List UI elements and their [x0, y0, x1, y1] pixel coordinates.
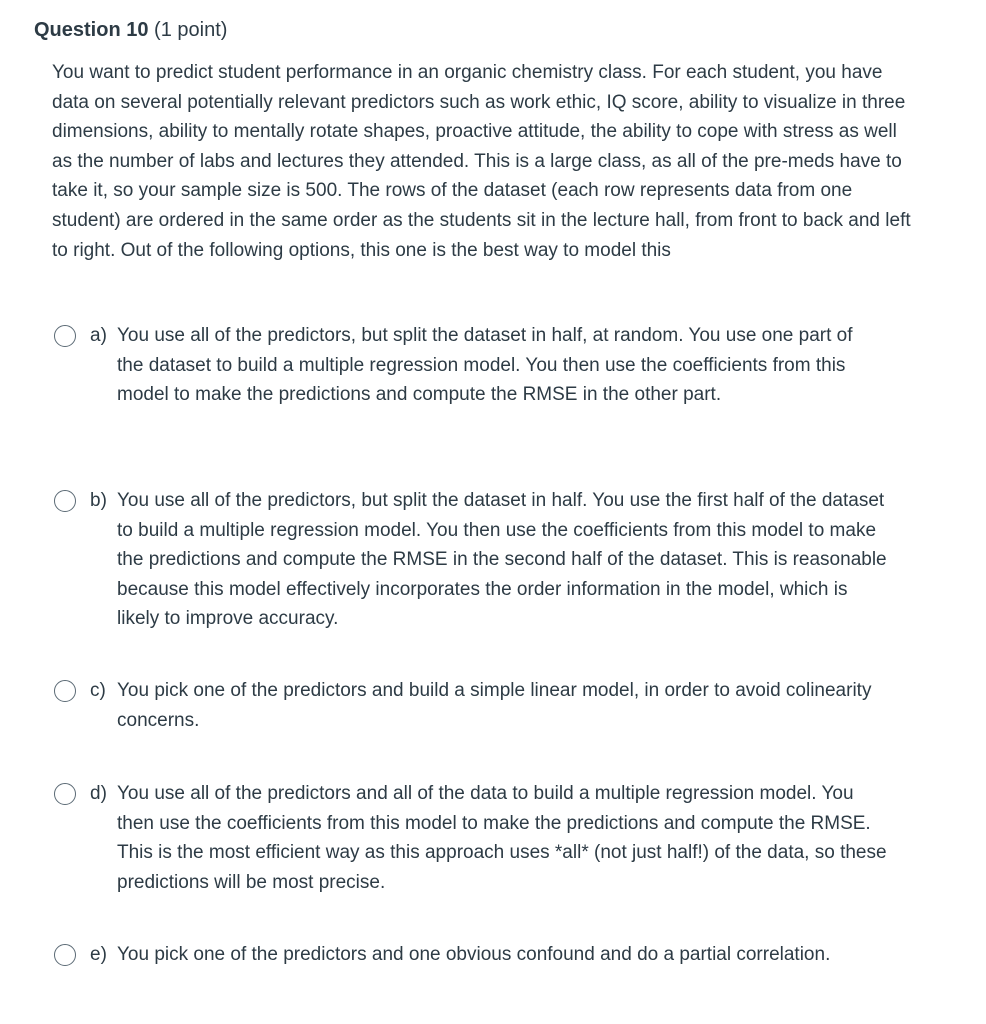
radio-button-e[interactable] — [54, 944, 76, 966]
answer-text-e: You pick one of the predictors and one obvious confound and do a partial correlation. — [117, 944, 831, 965]
question-text: You want to predict student performance in an organic chemistry class. For each student, you have data on several potentially relevant predictors such as work ethic, IQ score, ability to visualize in three dimensions, ability to mentally rotate shapes, proactive attitude, the ability to cope with stress as well as the number of labs and lectures they attended. This is a large class, as all of the pre-meds have to take it, so your sample size is 500. The rows of the dataset (each row represents data from one student) are ordered in the same order as the students sit in the lecture hall, from front to back and left to right. Out of the following options, this one is the best way to model this — [52, 62, 911, 261]
question-title: Question 10 — [34, 19, 149, 41]
radio-button-c[interactable] — [54, 680, 76, 702]
answer-text-a: You use all of the predictors, but split the dataset in half, at random. You use one part of the dataset to build a multiple regression model. You then use the coefficients from this model to make the predictions and compute the RMSE in the other part. — [117, 325, 853, 406]
answer-text-d: You use all of the predictors and all of the data to build a multiple regression model. You then use the coefficients from this model to make the predictions and compute the RMSE. This is the most efficient way as this approach uses *all* (not just half!) of the data, so these predictions will be most precise. — [117, 783, 887, 893]
question-header — [34, 16, 227, 44]
answer-letter-e: e) — [90, 944, 107, 965]
answer-letter-b: b) — [90, 490, 107, 511]
question-points: (1 point) — [154, 19, 228, 41]
radio-button-b[interactable] — [54, 490, 76, 512]
radio-button-d[interactable] — [54, 783, 76, 805]
answer-letter-a: a) — [90, 325, 107, 346]
answer-text-b: You use all of the predictors, but split the dataset in half. You use the first half of the dataset to build a multiple regression model. You then use the coefficients from this model to make the predictions and compute the RMSE in the second half of the dataset. This is reasonable because this model effectively incorporates the order information in the model, which is likely to improve accuracy. — [117, 490, 887, 630]
answer-text-c: You pick one of the predictors and build a simple linear model, in order to avoid colinearity concerns. — [117, 680, 872, 731]
answer-letter-d: d) — [90, 783, 107, 804]
answer-letter-c: c) — [90, 680, 106, 701]
radio-button-a[interactable] — [54, 325, 76, 347]
